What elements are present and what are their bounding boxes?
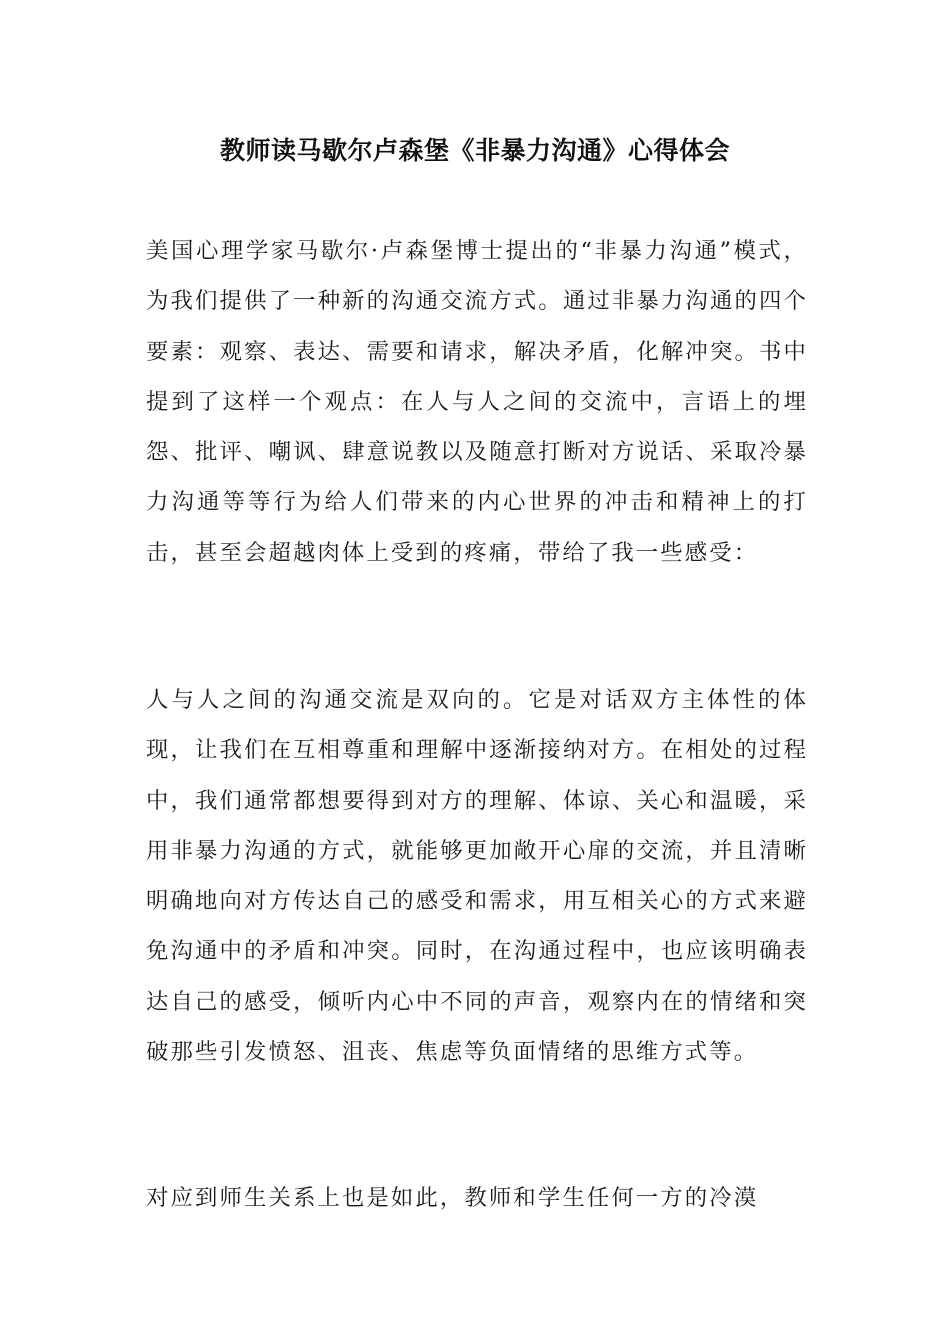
paragraph-3: 对应到师生关系上也是如此，教师和学生任何一方的冷漠 <box>146 1185 759 1211</box>
paragraph-2: 人与人之间的沟通交流是双向的。它是对话双方主体性的体现，让我们在互相尊重和理解中逐渐接纳对方。在相处的过程中，我们通常都想要得到对方的理解、体谅、关心和温暖，采用非暴力沟通的方式，就能够更加敞开心扉的交流，并且清晰明确地向对方传达自己的感受和需求，用互相关心的方式来避免沟通中的矛盾和冲突。同时，在沟通过程中，也应该明确表达自己的感受，倾听内心中不同的声音，观察内在的情绪和突破那些引发愤怒、沮丧、焦虑等负面情绪的思维方式等。 <box>146 687 808 1066</box>
document-title: 教师读马歇尔卢森堡《非暴力沟通》心得体会 <box>219 136 730 165</box>
paragraph-1: 美国心理学家马歇尔·卢森堡博士提出的“非暴力沟通”模式，为我们提供了一种新的沟通交流方式。通过非暴力沟通的四个要素：观察、表达、需要和请求，解决矛盾，化解冲突。书中提到了这样一个观点：在人与人之间的交流中，言语上的埋怨、批评、嘲讽、肆意说教以及随意打断对方说话、采取冷暴力沟通等等行为给人们带来的内心世界的冲击和精神上的打击，甚至会超越肉体上受到的疼痛，带给了我一些感受： <box>146 238 808 566</box>
